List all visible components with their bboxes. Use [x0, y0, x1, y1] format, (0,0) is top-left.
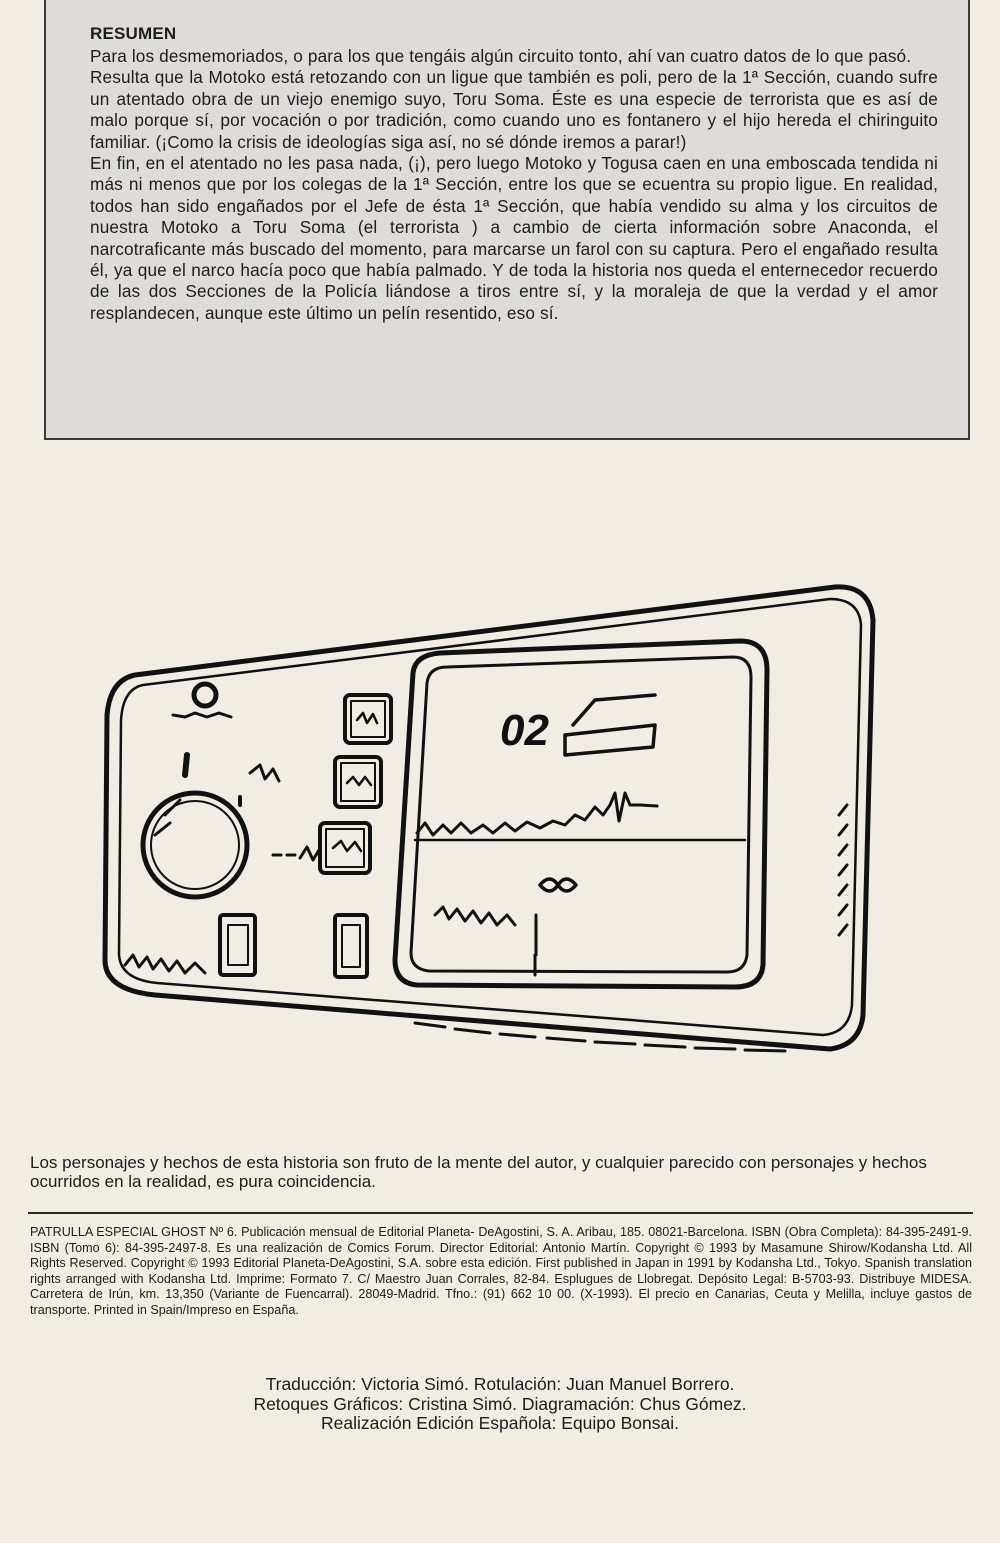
- credits-line-2: Retoques Gráficos: Cristina Simó. Diagramación: Chus Gómez.: [253, 1393, 747, 1414]
- credits: [0, 1375, 1000, 1434]
- screen-frame-outer: [395, 641, 767, 987]
- side-hatching: [839, 805, 847, 935]
- summary-paragraph-3: En fin, en el atentado no les pasa nada, (¡), pero luego Motoko y Togusa caen en una emboscada tendida ni más ni menos que por los colegas de la 1ª Sección, entre los que se ecuentra su propio ligue. En realidad, todos han sido engañados por el Jefe de ésta 1ª Sección, que había vendido su alma y los circuitos de nuestra Motoko a Toru Soma (el terrorista ) a cambio de cierta información sobre Anaconda, el narcotraficante más buscado del momento, para marcarse un farol con su captura. Pero el engañado resulta él, ya que el narco hacía poco que había palmado. Y de toda la historia nos queda el enternecedor recuerdo de las dos Secciones de la Policía liándose a tiros entre sí, y la moraleja de que la verdad y el amor resplandecen, aunque este último un pelín resentido, eso sí.: [90, 153, 938, 323]
- summary-paragraph-1: Para los desmemoriados, o para los que tengáis algún circuito tonto, ahí van cuatro datos de lo que pasó.: [90, 46, 912, 66]
- screen-rectangle-symbol: [565, 695, 655, 755]
- knob-marker: [185, 755, 187, 775]
- infinity-icon: [540, 879, 576, 891]
- disclaimer-text: Los personajes y hechos de esta historia son fruto de la mente del autor, y cualquier parecido con personajes y hechos ocurridos en la realidad, es pura coincidencia.: [30, 1153, 927, 1191]
- screen-tick: [535, 915, 536, 975]
- screen-waveform: [417, 793, 657, 835]
- device-illustration: [95, 575, 895, 1075]
- legal-text: PATRULLA ESPECIAL GHOST Nº 6. Publicación mensual de Editorial Planeta- DeAgostini, S. A. Aribau, 185. 08021-Barcelona. ISBN (Obra Completa): 84-395-2491-9. ISBN (Tomo 6): 84-395-2497-8. Es una realización de Comics Forum. Director Editorial: Antonio Martín. Copyright © 1993 by Masamune Shirow/Kodansha Ltd. All Rights Reserved. Copyright © 1993 Editorial Planeta-DeAgostini, S.A. sobre esta edición. First published in Japan in 1991 by Kodansha Ltd., Tokyo. Spanish translation rights arranged with Kodansha Ltd. Imprime: Formato 7. C/ Maestro Juan Corrales, 82-84. Esplugues de Llobregat. Depósito Legal: B-5703-93. Distribuye MIDESA. Carretera de Irún, km. 13,350 (Variante de Fuencarral). 28049-Madrid. Tfno.: (91) 662 10 00. (X-1993). El precio en Canarias, Ceuta y Melilla, incluye gastos de transporte. Printed in Spain/Impreso en España.: [30, 1225, 972, 1317]
- knob-icon: [143, 793, 247, 897]
- indicator-light-icon: [194, 684, 216, 706]
- screen-digits: 02: [500, 706, 549, 755]
- summary-paragraph-2: Resulta que la Motoko está retozando con un ligue que también es poli, pero de la 1ª Sección, cuando sufre un atentado obra de un viejo enemigo suyo, Toru Soma. Éste es una especie de terrorista que es así de malo porque sí, por vocación o por tradición, como cuando uno es fontanero y el hijo hereda el chiringuito familiar. (¡Como la crisis de ideologías siga así, no sé dónde iremos a parar!): [90, 67, 938, 152]
- credits-line-1: Traducción: Victoria Simó. Rotulación: Juan Manuel Borrero.: [265, 1374, 735, 1394]
- summary-heading: RESUMEN: [90, 24, 177, 43]
- credits-line-3: Realización Edición Española: Equipo Bonsai.: [320, 1413, 679, 1433]
- summary-box: [44, 0, 970, 440]
- divider-line: [28, 1212, 973, 1214]
- screen-frame-inner: [411, 657, 751, 972]
